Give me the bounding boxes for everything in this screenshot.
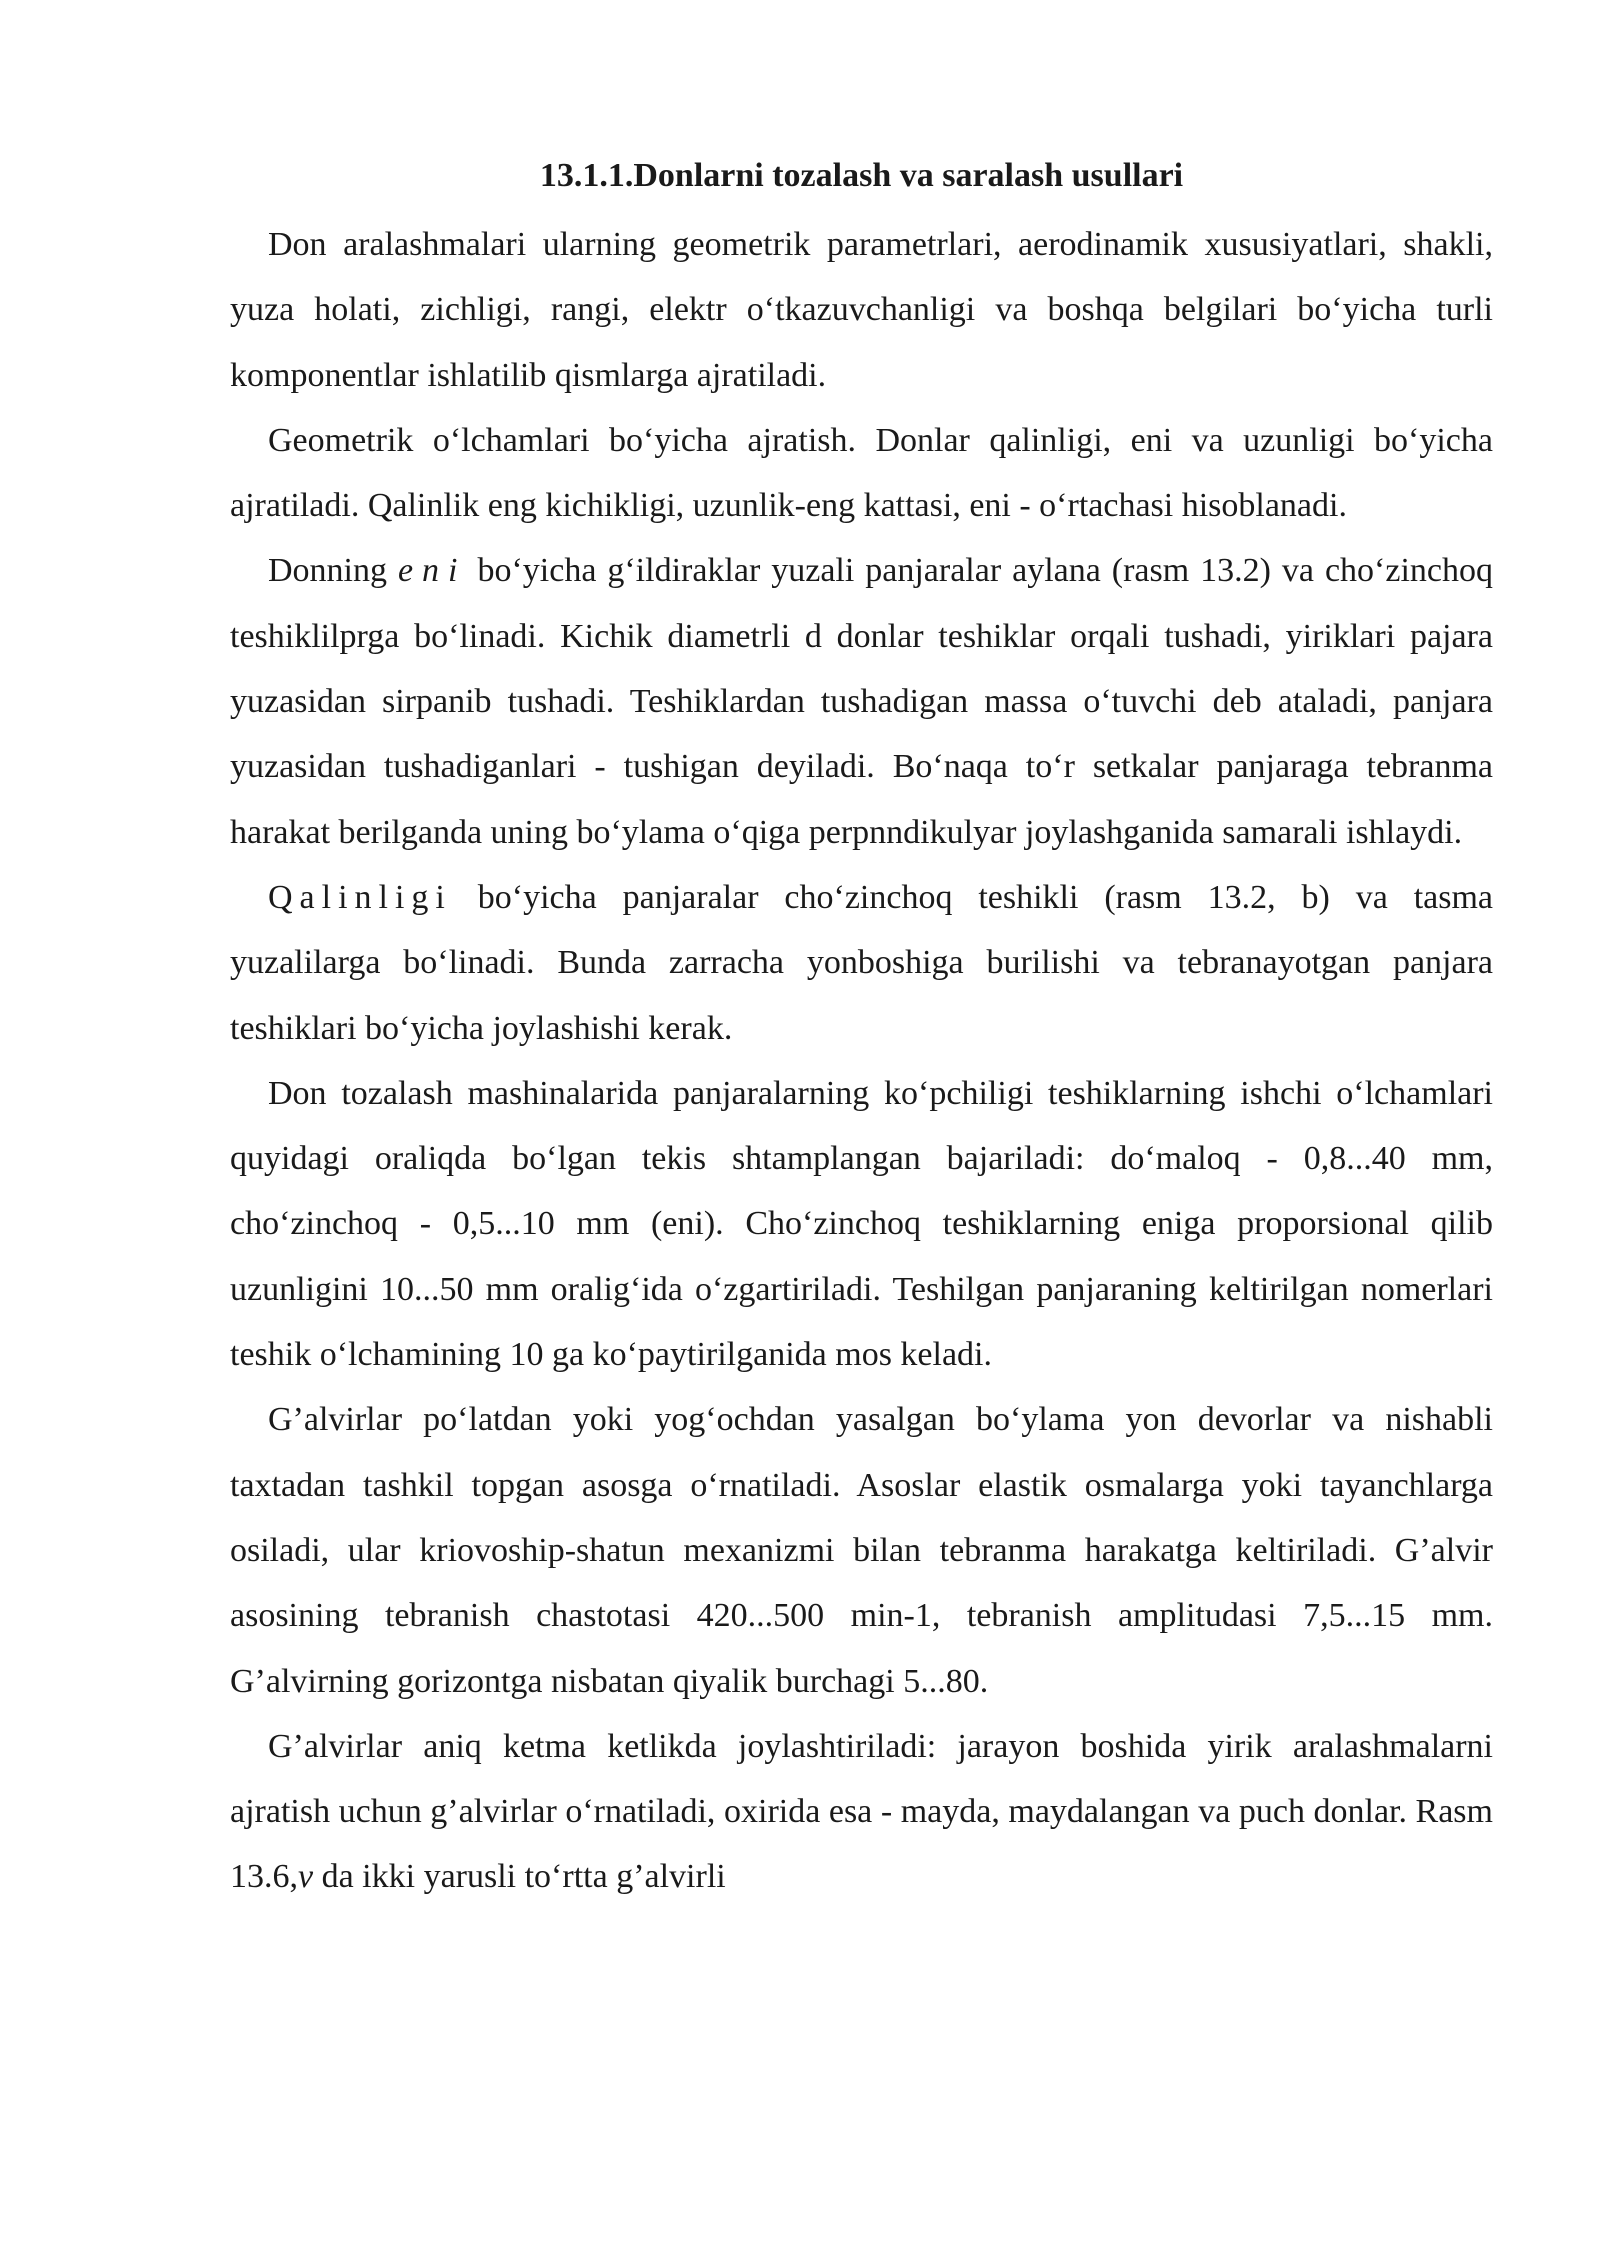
paragraph-5: Don tozalash mashinalarida panjaralarning ko‘pchiligi teshiklarning ishchi o‘lchamlari quyidagi oraliqda bo‘lgan tekis shtamplangan bajariladi: do‘maloq - 0,8...40 mm, cho‘zinchoq - 0,5...10 mm (eni). Cho‘zinchoq teshiklarning eniga proporsional qilib uzunligini 10...50 mm oralig‘ida o‘zgartiriladi. Teshilgan panjaraning keltirilgan nomerlari teshik o‘lchamining 10 ga ko‘paytirilganida mos keladi.: [230, 1074, 1493, 1374]
paragraph-6: G’alvirlar po‘latdan yoki yog‘ochdan yasalgan bo‘ylama yon devorlar va nishabli taxtadan tashkil topgan asosga o‘rnatiladi. Asoslar elastik osmalarga yoki tayanchlarga osiladi, ular kriovoship-shatun mexanizmi bilan tebranma harakatga keltiriladi. G’alvir asosining tebranish chastotasi 420...500 min-1, tebranish amplitudasi 7,5...15 mm. G’alvirning gorizontga nisbatan qiyalik burchagi 5...80.: [230, 1401, 1493, 1700]
figure-ref-v: v: [298, 1858, 314, 1896]
paragraph-4: [230, 865, 1493, 1061]
paragraph-7: [230, 1714, 1493, 1910]
section-title: 13.1.1.Donlarni tozalash va saralash usullari: [539, 157, 1184, 194]
spaced-term-eni: eni: [397, 552, 467, 590]
paragraph-7-text: da ikki yarusli to‘rtta g’alvirli: [321, 1858, 726, 1896]
document-body: [230, 150, 1493, 1910]
spaced-term-qalinligi: Qalinligi: [268, 878, 452, 916]
paragraph-3-lead: Donning: [268, 552, 387, 590]
paragraph-1: Don aralashmalari ularning geometrik parametrlari, aerodinamik xususiyatlari, shakli, yuza holati, zichligi, rangi, elektr o‘tkazuvchanligi va boshqa belgilari bo‘yicha turli komponentlar ishlatilib qismlarga ajratiladi.: [230, 226, 1493, 394]
paragraph-7-lead: G’alvirlar aniq ketma ketlikda joylashtiriladi: jarayon boshida yirik aralashmalarni ajratish uchun g’alvirlar o‘rnatiladi, oxirida esa - mayda, maydalangan va puch donlar. Rasm 13.6,: [230, 1727, 1493, 1896]
paragraph-2: Geometrik o‘lchamlari bo‘yicha ajratish. Donlar qalinligi, eni va uzunligi bo‘yicha ajratiladi. Qalinlik eng kichikligi, uzunlik-eng kattasi, eni - o‘rtachasi hisoblanadi.: [230, 421, 1493, 525]
paragraph-4-text: bo‘yicha panjaralar cho‘zinchoq teshikli (rasm 13.2, b) va tasma yuzalilarga bo‘linadi. Bunda zarracha yonboshiga burilishi va tebranayotgan panjara teshiklari bo‘yicha joylashishi kerak.: [230, 878, 1493, 1047]
paragraph-3-text: bo‘yicha g‘ildiraklar yuzali panjaralar aylana (rasm 13.2) va cho‘zinchoq teshiklilprga bo‘linadi. Kichik diametrli d donlar teshiklar orqali tushadi, yiriklari pajara yuzasidan sirpanib tushadi. Teshiklardan tushadigan massa o‘tuvchi deb ataladi, panjara yuzasidan tushadiganlari - tushigan deyiladi. Bo‘naqa to‘r setkalar panjaraga tebranma harakat berilganda uning bo‘ylama o‘qiga perpnndikulyar joylashganida samarali ishlaydi.: [230, 552, 1493, 851]
paragraph-3: [230, 538, 1493, 864]
